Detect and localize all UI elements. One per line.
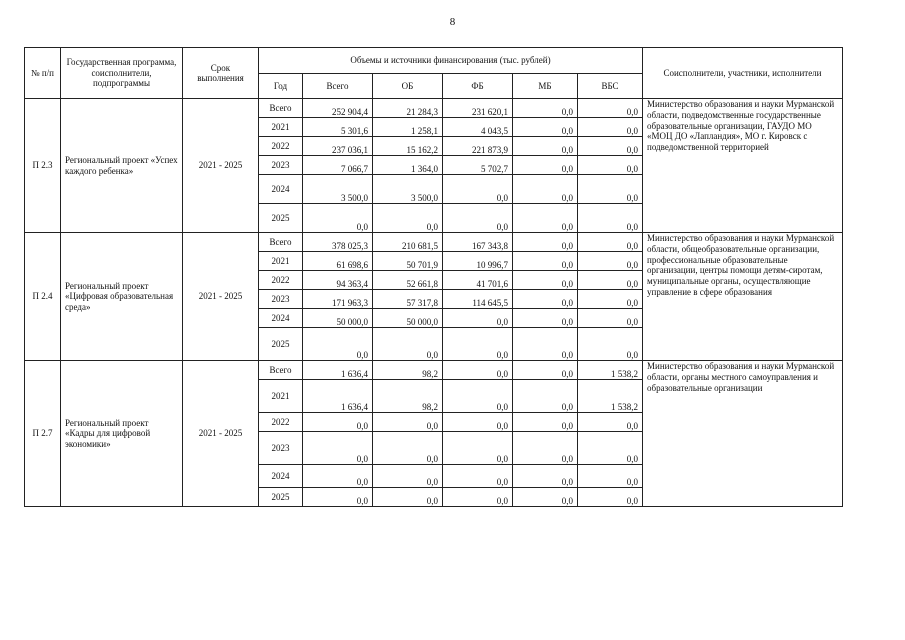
cell-total: 50 000,0 <box>303 309 373 328</box>
row-year: 2023 <box>259 156 303 175</box>
page-number: 8 <box>449 16 456 28</box>
cell-mb: 0,0 <box>513 488 578 507</box>
cell-total: 378 025,3 <box>303 233 373 252</box>
cell-total: 1 636,4 <box>303 361 373 380</box>
project-term: 2021 - 2025 <box>183 233 259 361</box>
cell-mb: 0,0 <box>513 413 578 432</box>
project-executors: Министерство образования и науки Мурманской области, органы местного самоуправления и образовательные организации <box>643 361 843 507</box>
cell-vbs: 0,0 <box>578 328 643 361</box>
cell-fb: 0,0 <box>443 328 513 361</box>
cell-mb: 0,0 <box>513 309 578 328</box>
row-year: 2021 <box>259 118 303 137</box>
cell-ob: 3 500,0 <box>373 175 443 204</box>
row-year: Всего <box>259 361 303 380</box>
cell-vbs: 0,0 <box>578 99 643 118</box>
cell-ob: 21 284,3 <box>373 99 443 118</box>
cell-total: 0,0 <box>303 465 373 488</box>
cell-vbs: 0,0 <box>578 137 643 156</box>
cell-ob: 1 258,1 <box>373 118 443 137</box>
cell-ob: 0,0 <box>373 204 443 233</box>
header-mb: МБ <box>513 74 578 99</box>
cell-mb: 0,0 <box>513 252 578 271</box>
cell-mb: 0,0 <box>513 99 578 118</box>
row-year: 2021 <box>259 252 303 271</box>
cell-total: 1 636,4 <box>303 380 373 413</box>
cell-vbs: 0,0 <box>578 271 643 290</box>
project-term: 2021 - 2025 <box>183 361 259 507</box>
cell-mb: 0,0 <box>513 361 578 380</box>
cell-total: 0,0 <box>303 328 373 361</box>
project-name: Региональный проект «Цифровая образовательная среда» <box>61 233 183 361</box>
table-row <box>25 233 843 252</box>
cell-total: 237 036,1 <box>303 137 373 156</box>
cell-mb: 0,0 <box>513 328 578 361</box>
cell-fb: 0,0 <box>443 175 513 204</box>
cell-vbs: 1 538,2 <box>578 361 643 380</box>
cell-vbs: 0,0 <box>578 309 643 328</box>
cell-ob: 0,0 <box>373 432 443 465</box>
cell-ob: 98,2 <box>373 361 443 380</box>
row-year: 2025 <box>259 204 303 233</box>
row-year: Всего <box>259 233 303 252</box>
cell-mb: 0,0 <box>513 380 578 413</box>
cell-fb: 167 343,8 <box>443 233 513 252</box>
row-year: Всего <box>259 99 303 118</box>
cell-ob: 0,0 <box>373 465 443 488</box>
table-row <box>25 361 843 380</box>
header-total: Всего <box>303 74 373 99</box>
cell-mb: 0,0 <box>513 233 578 252</box>
cell-ob: 50 000,0 <box>373 309 443 328</box>
cell-fb: 0,0 <box>443 309 513 328</box>
row-year: 2022 <box>259 271 303 290</box>
cell-vbs: 0,0 <box>578 118 643 137</box>
cell-fb: 0,0 <box>443 204 513 233</box>
row-year: 2022 <box>259 413 303 432</box>
cell-ob: 52 661,8 <box>373 271 443 290</box>
cell-ob: 1 364,0 <box>373 156 443 175</box>
cell-total: 0,0 <box>303 204 373 233</box>
cell-vbs: 0,0 <box>578 290 643 309</box>
cell-fb: 41 701,6 <box>443 271 513 290</box>
cell-vbs: 0,0 <box>578 204 643 233</box>
cell-total: 61 698,6 <box>303 252 373 271</box>
row-year: 2025 <box>259 328 303 361</box>
cell-ob: 57 317,8 <box>373 290 443 309</box>
cell-fb: 231 620,1 <box>443 99 513 118</box>
cell-total: 3 500,0 <box>303 175 373 204</box>
header-program: Государственная программа, соисполнители, подпрограммы <box>61 48 183 99</box>
cell-fb: 0,0 <box>443 465 513 488</box>
project-term: 2021 - 2025 <box>183 99 259 233</box>
row-year: 2024 <box>259 465 303 488</box>
cell-mb: 0,0 <box>513 271 578 290</box>
cell-ob: 50 701,9 <box>373 252 443 271</box>
cell-total: 7 066,7 <box>303 156 373 175</box>
cell-fb: 5 702,7 <box>443 156 513 175</box>
cell-fb: 0,0 <box>443 488 513 507</box>
row-year: 2023 <box>259 290 303 309</box>
cell-vbs: 0,0 <box>578 488 643 507</box>
cell-total: 0,0 <box>303 432 373 465</box>
project-executors: Министерство образования и науки Мурманской области, общеобразовательные организации, профессиональные образовательные организации, центры помощи детям-сиротам, муниципальные органы, осуществляющие управление в сфере образования <box>643 233 843 361</box>
cell-total: 171 963,3 <box>303 290 373 309</box>
cell-mb: 0,0 <box>513 156 578 175</box>
cell-vbs: 0,0 <box>578 252 643 271</box>
cell-fb: 4 043,5 <box>443 118 513 137</box>
cell-vbs: 0,0 <box>578 432 643 465</box>
row-year: 2025 <box>259 488 303 507</box>
project-code: П 2.7 <box>25 361 61 507</box>
cell-total: 252 904,4 <box>303 99 373 118</box>
cell-vbs: 0,0 <box>578 175 643 204</box>
cell-mb: 0,0 <box>513 118 578 137</box>
cell-total: 5 301,6 <box>303 118 373 137</box>
cell-mb: 0,0 <box>513 204 578 233</box>
cell-fb: 0,0 <box>443 380 513 413</box>
row-year: 2023 <box>259 432 303 465</box>
cell-ob: 15 162,2 <box>373 137 443 156</box>
cell-total: 0,0 <box>303 413 373 432</box>
cell-ob: 0,0 <box>373 328 443 361</box>
cell-fb: 114 645,5 <box>443 290 513 309</box>
row-year: 2024 <box>259 309 303 328</box>
cell-mb: 0,0 <box>513 137 578 156</box>
table-row <box>25 99 843 118</box>
cell-vbs: 0,0 <box>578 465 643 488</box>
cell-fb: 0,0 <box>443 432 513 465</box>
header-vbs: ВБС <box>578 74 643 99</box>
table-header <box>25 48 843 99</box>
row-year: 2022 <box>259 137 303 156</box>
project-code: П 2.3 <box>25 99 61 233</box>
table-body <box>25 99 843 507</box>
cell-fb: 10 996,7 <box>443 252 513 271</box>
cell-ob: 210 681,5 <box>373 233 443 252</box>
project-executors: Министерство образования и науки Мурманской области, подведомственные государственные образовательные организации, ГАУДО МО «МОЦ ДО «Лапландия», МО г. Кировск с подведомственной территорией <box>643 99 843 233</box>
cell-total: 94 363,4 <box>303 271 373 290</box>
cell-vbs: 0,0 <box>578 413 643 432</box>
cell-ob: 0,0 <box>373 413 443 432</box>
cell-mb: 0,0 <box>513 432 578 465</box>
project-code: П 2.4 <box>25 233 61 361</box>
cell-fb: 221 873,9 <box>443 137 513 156</box>
financing-table <box>24 47 843 507</box>
cell-vbs: 0,0 <box>578 233 643 252</box>
row-year: 2024 <box>259 175 303 204</box>
header-executors: Соисполнители, участники, исполнители <box>643 48 843 99</box>
project-name: Региональный проект «Успех каждого ребенка» <box>61 99 183 233</box>
header-funding: Объемы и источники финансирования (тыс. рублей) <box>259 48 643 74</box>
project-name: Региональный проект «Кадры для цифровой экономики» <box>61 361 183 507</box>
cell-ob: 0,0 <box>373 488 443 507</box>
cell-mb: 0,0 <box>513 175 578 204</box>
cell-fb: 0,0 <box>443 361 513 380</box>
cell-vbs: 0,0 <box>578 156 643 175</box>
row-year: 2021 <box>259 380 303 413</box>
header-year: Год <box>259 74 303 99</box>
cell-mb: 0,0 <box>513 465 578 488</box>
header-term: Срок выполнения <box>183 48 259 99</box>
header-fb: ФБ <box>443 74 513 99</box>
header-ob: ОБ <box>373 74 443 99</box>
cell-mb: 0,0 <box>513 290 578 309</box>
cell-total: 0,0 <box>303 488 373 507</box>
cell-fb: 0,0 <box>443 413 513 432</box>
cell-vbs: 1 538,2 <box>578 380 643 413</box>
cell-ob: 98,2 <box>373 380 443 413</box>
header-num: № п/п <box>25 48 61 99</box>
